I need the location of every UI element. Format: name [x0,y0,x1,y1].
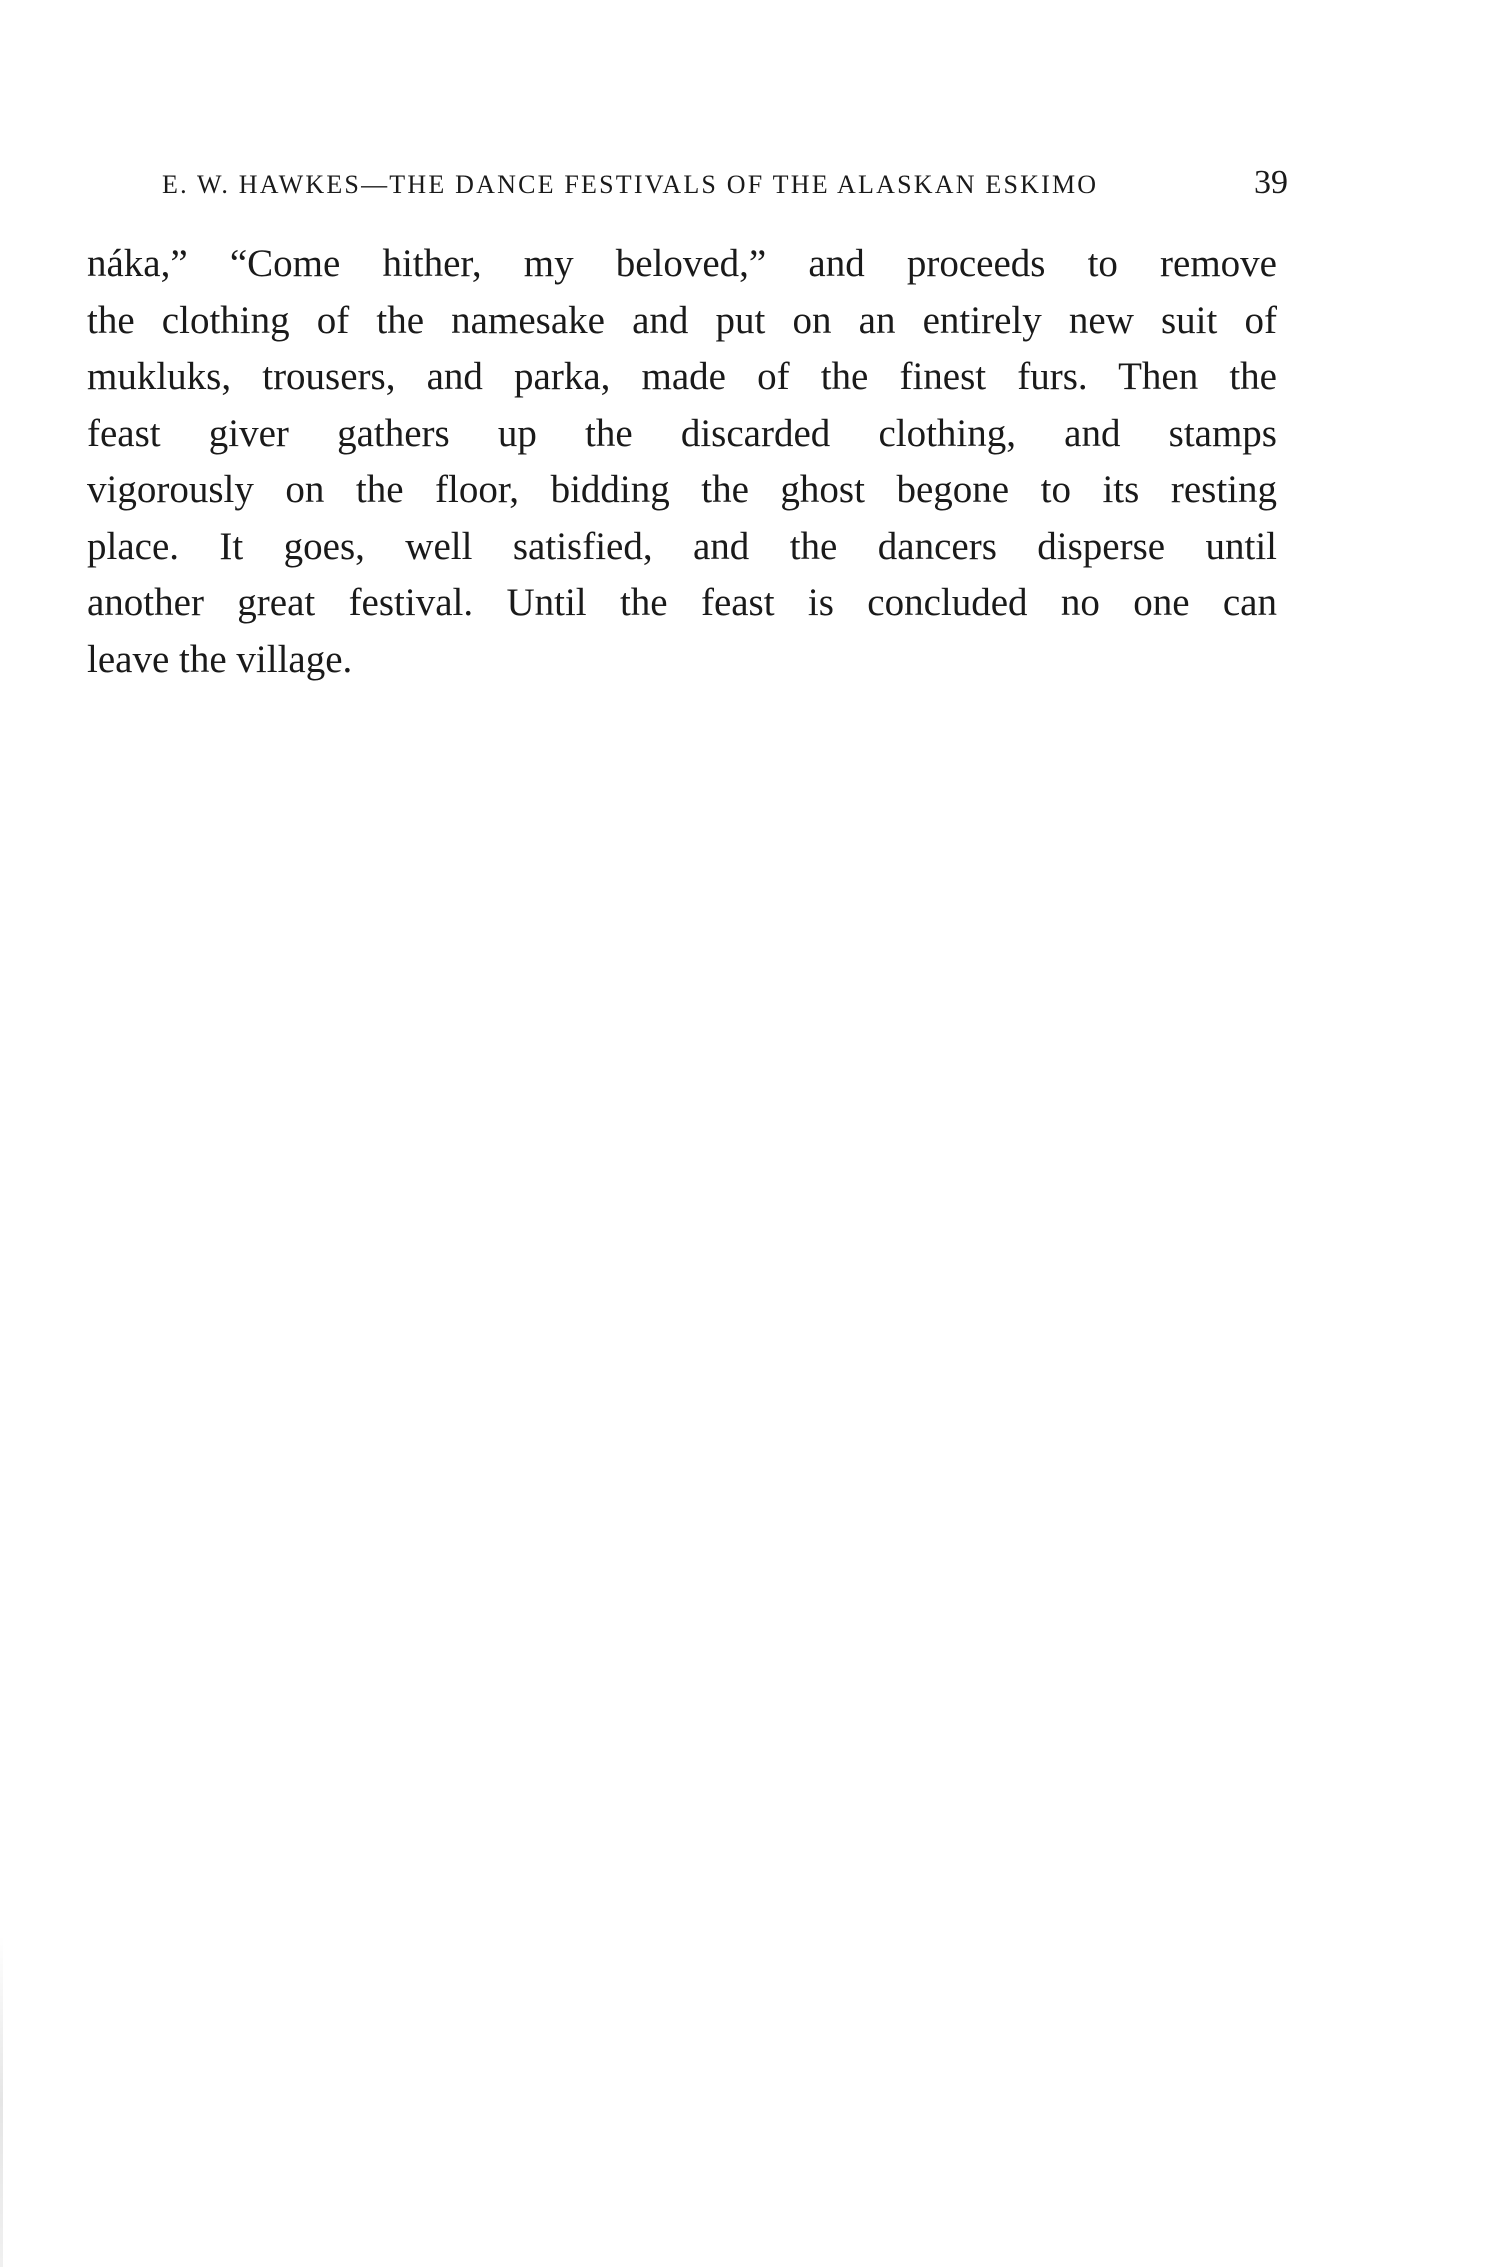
scan-edge-shadow [0,1935,3,2267]
running-head [162,166,1302,210]
text-line: leave the village. [87,637,353,681]
text-line: mukluks, trousers, and parka, made of the finest furs. Then the [87,355,1277,398]
text-line: place. It goes, well satisfied, and the dancers disperse until [87,524,1277,568]
body-paragraph [87,236,1277,688]
text-line: náka,” “Come hither, my beloved,” and proceeds to remove [87,242,1277,285]
running-title: E. W. HAWKES—THE DANCE FESTIVALS OF THE ALASKAN ESKIMO [162,170,1099,199]
page-number: 39 [1254,164,1288,201]
text-line: another great festival. Until the feast is concluded no one can [87,581,1277,624]
text-line: vigorously on the floor, bidding the ghost begone to its resting [87,468,1277,511]
text-line: feast giver gathers up the discarded clothing, and stamps [87,411,1277,455]
text-line: the clothing of the namesake and put on an entirely new suit of [87,298,1277,342]
